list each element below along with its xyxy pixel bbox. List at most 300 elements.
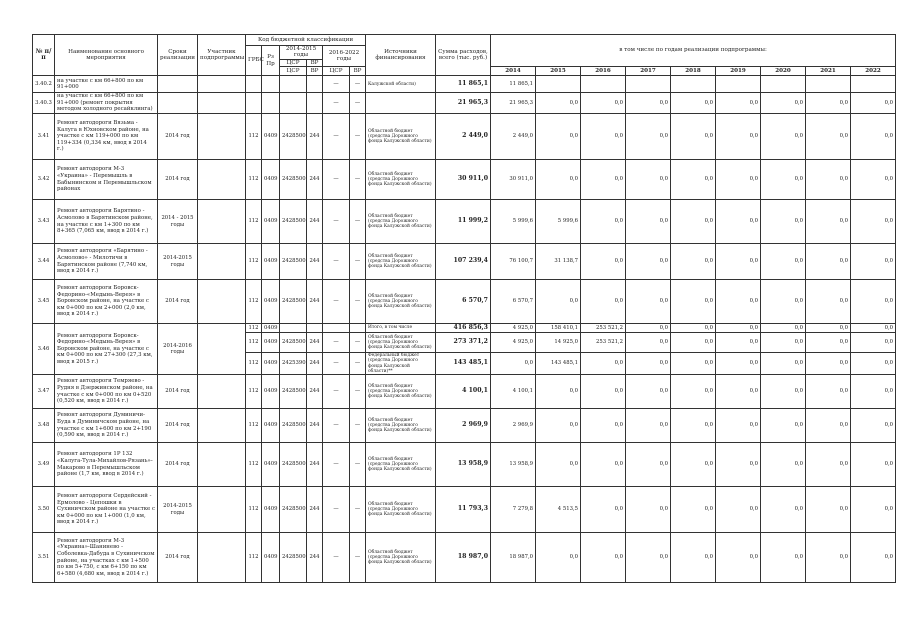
cell-year-value: 0,0 <box>671 114 716 160</box>
col-header-num: № п/п <box>33 35 55 76</box>
cell-csr-2016: — <box>323 93 350 114</box>
cell-vr-2016: — <box>350 244 366 280</box>
cell-year-value: 253 521,2 <box>581 333 626 353</box>
cell-num: 3.46 <box>33 324 55 375</box>
cell-year-value: 0,0 <box>626 280 671 324</box>
cell-total: 6 570,7 <box>436 280 491 324</box>
cell-year-value: 0,0 <box>761 160 806 200</box>
cell-year-value: 0,0 <box>716 244 761 280</box>
cell-source: Областной бюджет (средства Дорожного фонда Калужской области) <box>366 114 436 160</box>
cell-csr-2016: — <box>323 443 350 487</box>
cell-grbs <box>246 76 262 93</box>
cell-year-value: 2 449,0 <box>491 114 536 160</box>
cell-participant <box>198 280 246 324</box>
col-header-terms: Сроки реализации <box>158 35 198 76</box>
cell-year-value: 0,0 <box>851 160 896 200</box>
cell-participant <box>198 160 246 200</box>
cell-csr <box>280 76 307 93</box>
cell-rzpr: 0409 <box>262 353 280 375</box>
cell-year-value: 0,0 <box>851 409 896 443</box>
cell-source: Итого, в том числе <box>366 324 436 333</box>
table-row <box>33 160 896 200</box>
cell-year-value: 0,0 <box>761 280 806 324</box>
cell-year-value: 0,0 <box>626 375 671 409</box>
cell-year-value: 0,0 <box>806 533 851 583</box>
cell-year-value: 0,0 <box>806 353 851 375</box>
cell-csr: 2428500 <box>280 533 307 583</box>
cell-source: Областной бюджет (средства Дорожного фонда Калужской области) <box>366 375 436 409</box>
cell-term: 2014 год <box>158 409 198 443</box>
cell-year-value: 0,0 <box>626 353 671 375</box>
cell-year-value: 0,0 <box>851 93 896 114</box>
cell-term: 2014 год <box>158 114 198 160</box>
cell-year-value: 0,0 <box>761 93 806 114</box>
budget-table <box>32 34 896 583</box>
cell-year-value: 0,0 <box>851 280 896 324</box>
cell-year-value: 0,0 <box>626 333 671 353</box>
cell-csr-2016: — <box>323 375 350 409</box>
table-row <box>33 114 896 160</box>
cell-participant <box>198 409 246 443</box>
cell-participant <box>198 443 246 487</box>
cell-total: 21 965,3 <box>436 93 491 114</box>
cell-participant <box>198 114 246 160</box>
cell-year-value: 0,0 <box>851 353 896 375</box>
cell-name: Ремонт автодороги Боровск-Федорино-«Медынь-Верея» в Боровском районе, на участке с км 0+000 по км 27+300 (27,3 км, ввод в 2015 г.) <box>55 324 158 375</box>
cell-year-value: 0,0 <box>761 487 806 533</box>
cell-year-value: 0,0 <box>671 333 716 353</box>
cell-name: Ремонт автодороги «Барятино - Асмолово» - Милотичи в Барятинском районе (7,740 км, ввод в 2014 г.) <box>55 244 158 280</box>
cell-total: 11 999,2 <box>436 200 491 244</box>
cell-vr-2016: — <box>350 409 366 443</box>
cell-source: Областной бюджет (средства Дорожного фонда Калужской области) <box>366 244 436 280</box>
cell-grbs: 112 <box>246 114 262 160</box>
col-header-year: 2017 <box>626 67 671 76</box>
cell-year-value: 0,0 <box>716 409 761 443</box>
cell-num: 3.47 <box>33 375 55 409</box>
cell-year-value: 0,0 <box>761 375 806 409</box>
cell-csr: 2428500 <box>280 333 307 353</box>
cell-year-value: 0,0 <box>851 114 896 160</box>
cell-csr-2016: — <box>323 244 350 280</box>
cell-total: 18 987,0 <box>436 533 491 583</box>
cell-vr: 244 <box>307 409 323 443</box>
cell-participant <box>198 244 246 280</box>
cell-year-value <box>716 76 761 93</box>
cell-year-value: 0,0 <box>671 409 716 443</box>
cell-vr-2016 <box>350 324 366 333</box>
table-row <box>33 280 896 324</box>
cell-year-value: 18 987,0 <box>491 533 536 583</box>
cell-year-value: 0,0 <box>716 443 761 487</box>
cell-csr-2016: — <box>323 114 350 160</box>
table-row <box>33 93 896 114</box>
cell-year-value: 0,0 <box>851 244 896 280</box>
cell-year-value: 0,0 <box>671 375 716 409</box>
cell-vr-2016: — <box>350 333 366 353</box>
cell-csr-2016 <box>323 324 350 333</box>
cell-year-value: 0,0 <box>716 533 761 583</box>
cell-year-value: 0,0 <box>806 375 851 409</box>
cell-year-value: 0,0 <box>581 409 626 443</box>
cell-year-value: 0,0 <box>491 353 536 375</box>
cell-csr: 2428500 <box>280 443 307 487</box>
cell-grbs: 112 <box>246 353 262 375</box>
cell-vr: 244 <box>307 533 323 583</box>
cell-participant <box>198 533 246 583</box>
cell-csr: 2428500 <box>280 200 307 244</box>
cell-vr: 244 <box>307 443 323 487</box>
cell-year-value: 0,0 <box>716 375 761 409</box>
cell-csr-2016: — <box>323 76 350 93</box>
cell-year-value: 0,0 <box>671 160 716 200</box>
cell-year-value: 0,0 <box>536 114 581 160</box>
cell-year-value: 0,0 <box>761 353 806 375</box>
cell-year-value: 0,0 <box>806 114 851 160</box>
col-header-2016-2022: 2016-2022 годы <box>323 46 366 67</box>
table-header <box>33 35 896 76</box>
cell-num: 3.49 <box>33 443 55 487</box>
cell-source: Областной бюджет (средства Дорожного фонда Калужской области) <box>366 333 436 353</box>
cell-rzpr: 0409 <box>262 244 280 280</box>
cell-year-value: 0,0 <box>671 280 716 324</box>
cell-year-value: 0,0 <box>761 409 806 443</box>
cell-total: 273 371,2 <box>436 333 491 353</box>
col-header-rzpr: Рз Пр <box>262 46 280 76</box>
cell-year-value: 0,0 <box>626 200 671 244</box>
cell-vr: 244 <box>307 280 323 324</box>
cell-year-value: 0,0 <box>536 375 581 409</box>
col-header-vr2: ВР <box>307 67 323 76</box>
cell-vr-2016: — <box>350 76 366 93</box>
cell-year-value: 0,0 <box>761 200 806 244</box>
cell-vr <box>307 93 323 114</box>
cell-vr: 244 <box>307 333 323 353</box>
cell-year-value: 0,0 <box>806 487 851 533</box>
cell-name: Ремонт автодороги Темряево - Рудня в Дзержинском районе, на участке с км 0+000 по км 0+520 (0,520 км, ввод в 2014 г.) <box>55 375 158 409</box>
cell-participant <box>198 93 246 114</box>
cell-year-value: 0,0 <box>851 324 896 333</box>
col-header-year: 2018 <box>671 67 716 76</box>
cell-grbs: 112 <box>246 280 262 324</box>
cell-year-value <box>581 76 626 93</box>
cell-num: 3.40.3 <box>33 93 55 114</box>
cell-year-value: 0,0 <box>716 280 761 324</box>
cell-grbs: 112 <box>246 443 262 487</box>
cell-year-value: 0,0 <box>626 533 671 583</box>
cell-year-value <box>626 76 671 93</box>
cell-csr: 2428500 <box>280 409 307 443</box>
cell-year-value: 5 999,6 <box>491 200 536 244</box>
cell-rzpr: 0409 <box>262 114 280 160</box>
cell-year-value: 11 865,1 <box>491 76 536 93</box>
table-row <box>33 200 896 244</box>
cell-csr: 2428500 <box>280 244 307 280</box>
cell-name: Ремонт автодороги М-3 «Украина»-Шанинево - Соболевка-Дабуда в Сухиничском районе, на участках с км 1+500 по км 5+750, с км 6+150 по км 6+580 (4,680 км, ввод в 2014 г.) <box>55 533 158 583</box>
table-row <box>33 244 896 280</box>
cell-grbs: 112 <box>246 324 262 333</box>
cell-csr-2016: — <box>323 333 350 353</box>
cell-year-value: 5 999,6 <box>536 200 581 244</box>
cell-total: 107 239,4 <box>436 244 491 280</box>
col-header-year: 2014 <box>491 67 536 76</box>
cell-year-value: 0,0 <box>716 93 761 114</box>
cell-rzpr: 0409 <box>262 200 280 244</box>
cell-year-value: 0,0 <box>806 244 851 280</box>
cell-term: 2014-2015 годы <box>158 487 198 533</box>
cell-vr: 244 <box>307 244 323 280</box>
cell-year-value: 0,0 <box>581 160 626 200</box>
cell-year-value: 0,0 <box>626 409 671 443</box>
col-header-year: 2016 <box>581 67 626 76</box>
cell-grbs: 112 <box>246 409 262 443</box>
cell-year-value <box>536 76 581 93</box>
cell-source: Областной бюджет (средства Дорожного фонда Калужской области) <box>366 409 436 443</box>
col-header-name: Наименование основного мероприятия <box>55 35 158 76</box>
cell-rzpr: 0409 <box>262 280 280 324</box>
cell-vr: 244 <box>307 487 323 533</box>
cell-year-value: 0,0 <box>581 280 626 324</box>
cell-num: 3.45 <box>33 280 55 324</box>
cell-name: Ремонт автодороги М-3 «Украина» - Перемышль в Бабынинском и Перемышльском районах <box>55 160 158 200</box>
cell-total: 143 485,1 <box>436 353 491 375</box>
cell-year-value: 7 279,8 <box>491 487 536 533</box>
cell-csr: 2428500 <box>280 114 307 160</box>
cell-year-value: 0,0 <box>581 487 626 533</box>
cell-year-value: 4 925,0 <box>491 324 536 333</box>
cell-rzpr: 0409 <box>262 375 280 409</box>
col-header-grbs: ГРБС <box>246 46 262 76</box>
cell-year-value: 0,0 <box>851 333 896 353</box>
cell-year-value: 0,0 <box>536 443 581 487</box>
col-header-year: 2021 <box>806 67 851 76</box>
col-header-by-years: в том числе по годам реализации подпрограммы: <box>491 35 896 67</box>
cell-vr: 244 <box>307 353 323 375</box>
cell-vr-2016: — <box>350 353 366 375</box>
cell-year-value: 13 958,9 <box>491 443 536 487</box>
cell-year-value: 0,0 <box>626 244 671 280</box>
cell-year-value: 158 410,1 <box>536 324 581 333</box>
cell-num: 3.51 <box>33 533 55 583</box>
cell-total: 11 865,1 <box>436 76 491 93</box>
cell-vr-2016: — <box>350 93 366 114</box>
cell-year-value: 0,0 <box>581 533 626 583</box>
col-header-sum: Сумма расходов, всего (тыс. руб.) <box>436 35 491 76</box>
cell-rzpr <box>262 76 280 93</box>
cell-name: Ремонт автодороги Вязьма - Калуга в Юхновском районе, на участке с км 119+000 по км 119+334 (0,334 км, ввод в 2014 г.) <box>55 114 158 160</box>
cell-year-value: 0,0 <box>536 533 581 583</box>
cell-year-value: 0,0 <box>671 93 716 114</box>
cell-year-value: 0,0 <box>851 375 896 409</box>
cell-name: Ремонт автодороги Сердейский - Ермолово - Цепошки в Сухиничском районе на участке с км 0+000 по км 1+000 (1,0 км, ввод в 2014 г.) <box>55 487 158 533</box>
col-header-2014-2015: 2014-2015 годы <box>280 46 323 60</box>
cell-csr-2016: — <box>323 200 350 244</box>
cell-year-value <box>671 76 716 93</box>
cell-year-value: 0,0 <box>761 533 806 583</box>
cell-name: Ремонт автодороги Боровск-Федорино-«Медынь-Верея» в Боровском районе, на участке с км 0+000 по км 2+000 (2,0 км, ввод в 2014 г.) <box>55 280 158 324</box>
cell-rzpr <box>262 93 280 114</box>
cell-year-value: 76 100,7 <box>491 244 536 280</box>
cell-term: 2014 - 2015 годы <box>158 200 198 244</box>
cell-term: 2014 год <box>158 280 198 324</box>
cell-grbs: 112 <box>246 375 262 409</box>
cell-rzpr: 0409 <box>262 160 280 200</box>
cell-grbs: 112 <box>246 487 262 533</box>
cell-participant <box>198 375 246 409</box>
cell-source: Областной бюджет (средства Дорожного фонда Калужской области) <box>366 160 436 200</box>
cell-vr: 244 <box>307 375 323 409</box>
cell-year-value: 0,0 <box>716 114 761 160</box>
col-header-year: 2020 <box>761 67 806 76</box>
col-header-year: 2022 <box>851 67 896 76</box>
cell-year-value: 4 925,0 <box>491 333 536 353</box>
cell-vr-2016: — <box>350 114 366 160</box>
cell-year-value: 0,0 <box>671 487 716 533</box>
cell-csr-2016: — <box>323 353 350 375</box>
cell-rzpr: 0409 <box>262 324 280 333</box>
col-header-source: Источники финансирования <box>366 35 436 76</box>
cell-csr: 2425390 <box>280 353 307 375</box>
cell-year-value: 0,0 <box>536 409 581 443</box>
cell-name: на участке с км 66+800 по км 91+000 <box>55 76 158 93</box>
cell-year-value <box>851 76 896 93</box>
cell-year-value: 0,0 <box>671 353 716 375</box>
cell-name: Ремонт автодороги 1Р 132 «Калуга-Тула-Михайлов-Рязань»-Макарово в Перемышльском районе (1,7 км, ввод в 2014 г.) <box>55 443 158 487</box>
cell-source: Областной бюджет (средства Дорожного фонда Калужской области) <box>366 200 436 244</box>
cell-grbs: 112 <box>246 333 262 353</box>
cell-year-value: 31 138,7 <box>536 244 581 280</box>
col-header-csr: ЦСР <box>280 59 307 66</box>
cell-vr-2016: — <box>350 375 366 409</box>
table-row <box>33 487 896 533</box>
cell-year-value: 0,0 <box>806 200 851 244</box>
cell-year-value: 0,0 <box>626 93 671 114</box>
cell-total: 11 793,3 <box>436 487 491 533</box>
table-row <box>33 324 896 333</box>
cell-year-value: 0,0 <box>671 324 716 333</box>
cell-year-value: 0,0 <box>806 160 851 200</box>
cell-name: на участке с км 66+800 по км 91+000 (ремонт покрытия методом холодного ресайклинга) <box>55 93 158 114</box>
cell-year-value: 0,0 <box>716 487 761 533</box>
cell-num: 3.48 <box>33 409 55 443</box>
cell-year-value: 0,0 <box>581 200 626 244</box>
cell-year-value: 0,0 <box>581 93 626 114</box>
cell-vr <box>307 76 323 93</box>
col-header-kbk: Код бюджетной классификации <box>246 35 366 46</box>
cell-term: 2014 год <box>158 160 198 200</box>
table-body <box>33 76 896 583</box>
cell-csr: 2428500 <box>280 160 307 200</box>
cell-year-value: 0,0 <box>626 324 671 333</box>
cell-year-value: 0,0 <box>716 200 761 244</box>
cell-year-value: 30 911,0 <box>491 160 536 200</box>
cell-year-value: 0,0 <box>626 487 671 533</box>
cell-total: 30 911,0 <box>436 160 491 200</box>
cell-year-value: 0,0 <box>806 333 851 353</box>
cell-participant <box>198 487 246 533</box>
cell-year-value: 0,0 <box>806 409 851 443</box>
cell-year-value: 0,0 <box>536 160 581 200</box>
col-header-year: 2019 <box>716 67 761 76</box>
cell-year-value: 0,0 <box>806 93 851 114</box>
cell-year-value: 4 513,5 <box>536 487 581 533</box>
table-row <box>33 533 896 583</box>
cell-total: 2 969,9 <box>436 409 491 443</box>
cell-term <box>158 76 198 93</box>
cell-year-value: 0,0 <box>851 487 896 533</box>
cell-year-value: 21 965,3 <box>491 93 536 114</box>
cell-year-value: 0,0 <box>671 244 716 280</box>
cell-year-value: 0,0 <box>581 114 626 160</box>
col-header-participant: Участник подпрограммы <box>198 35 246 76</box>
cell-year-value: 0,0 <box>716 324 761 333</box>
cell-year-value: 143 485,1 <box>536 353 581 375</box>
col-header-csr2: ЦСР <box>280 67 307 76</box>
cell-source: Областной бюджет (средства Дорожного фонда Калужской области) <box>366 487 436 533</box>
cell-total: 2 449,0 <box>436 114 491 160</box>
cell-csr-2016: — <box>323 533 350 583</box>
cell-year-value: 0,0 <box>761 333 806 353</box>
cell-year-value: 253 521,2 <box>581 324 626 333</box>
cell-rzpr: 0409 <box>262 533 280 583</box>
cell-vr-2016: — <box>350 487 366 533</box>
cell-total: 416 856,3 <box>436 324 491 333</box>
cell-num: 3.50 <box>33 487 55 533</box>
cell-year-value: 0,0 <box>761 324 806 333</box>
cell-source: Калужской области) <box>366 76 436 93</box>
cell-vr-2016: — <box>350 160 366 200</box>
cell-source: Областной бюджет (средства Дорожного фонда Калужской области) <box>366 280 436 324</box>
cell-year-value: 14 925,0 <box>536 333 581 353</box>
cell-rzpr: 0409 <box>262 409 280 443</box>
cell-grbs: 112 <box>246 200 262 244</box>
cell-grbs: 112 <box>246 160 262 200</box>
cell-year-value: 0,0 <box>626 114 671 160</box>
cell-year-value: 0,0 <box>671 443 716 487</box>
cell-year-value: 0,0 <box>716 353 761 375</box>
cell-rzpr: 0409 <box>262 487 280 533</box>
cell-year-value: 0,0 <box>806 324 851 333</box>
cell-num: 3.43 <box>33 200 55 244</box>
cell-year-value: 0,0 <box>581 443 626 487</box>
cell-year-value: 0,0 <box>671 200 716 244</box>
table-row <box>33 443 896 487</box>
cell-name: Ремонт автодороги Думиничи-Буда в Думиничском районе, на участке с км 1+600 по км 2+190 (0,590 км, ввод в 2014 г.) <box>55 409 158 443</box>
cell-term: 2014-2015 годы <box>158 244 198 280</box>
cell-csr: 2428500 <box>280 375 307 409</box>
cell-csr <box>280 93 307 114</box>
cell-term <box>158 93 198 114</box>
cell-year-value: 0,0 <box>761 443 806 487</box>
cell-year-value: 0,0 <box>581 375 626 409</box>
cell-name: Ремонт автодороги Барятино - Асмолово в Барятинском районе, на участке с км 1+300 по км 8+365 (7,065 км, ввод в 2014 г.) <box>55 200 158 244</box>
cell-source: Областной бюджет (средства Дорожного фонда Калужской области) <box>366 443 436 487</box>
cell-year-value: 6 570,7 <box>491 280 536 324</box>
cell-num: 3.44 <box>33 244 55 280</box>
cell-total: 13 958,9 <box>436 443 491 487</box>
cell-year-value: 0,0 <box>626 443 671 487</box>
col-header-vr3: ВР <box>350 67 366 76</box>
cell-vr <box>307 324 323 333</box>
col-header-csr3: ЦСР <box>323 67 350 76</box>
cell-term: 2014 год <box>158 533 198 583</box>
cell-csr-2016: — <box>323 160 350 200</box>
table-row <box>33 375 896 409</box>
cell-num: 3.41 <box>33 114 55 160</box>
cell-year-value: 0,0 <box>716 160 761 200</box>
cell-vr-2016: — <box>350 200 366 244</box>
cell-grbs: 112 <box>246 244 262 280</box>
